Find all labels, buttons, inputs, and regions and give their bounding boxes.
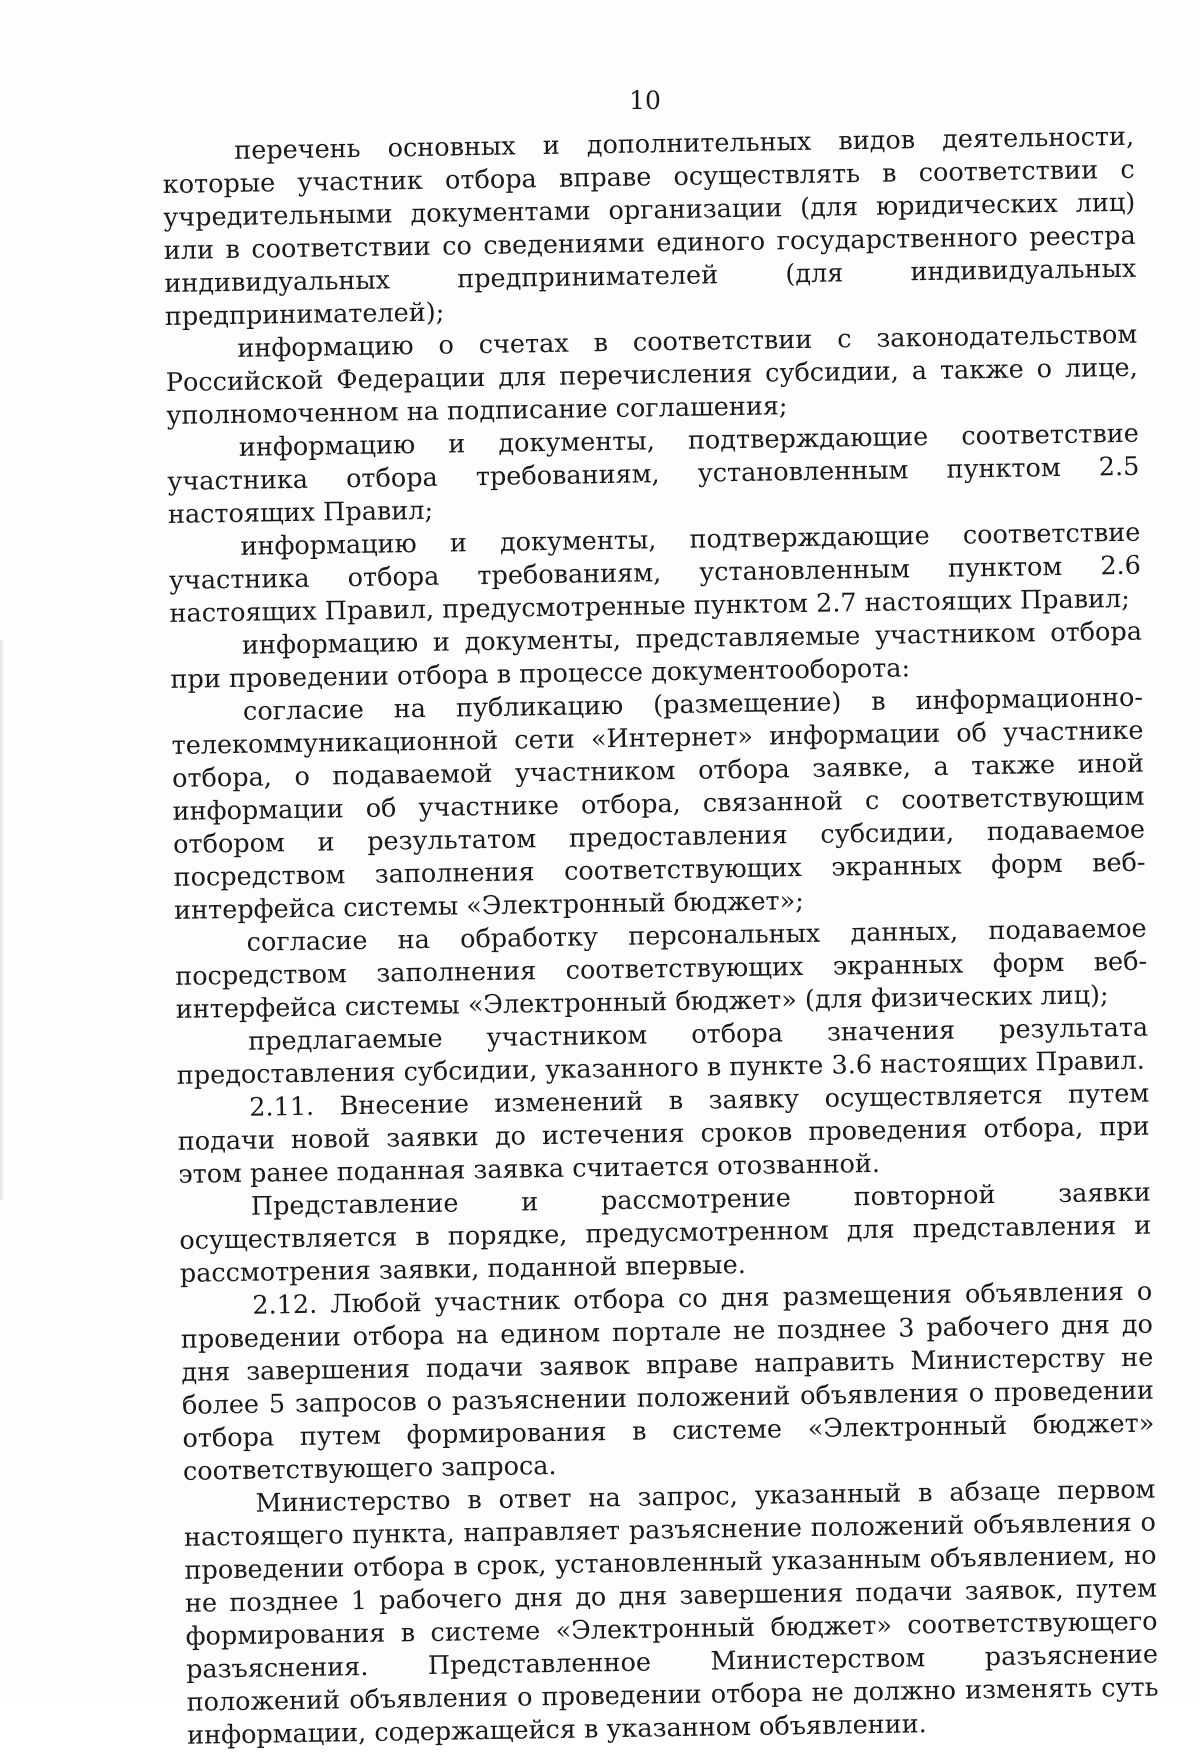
paragraph-requirements-2-6: информацию и документы, подтверждающие соответствие участника отбора требованиям, установленным пунктом 2.6 настоящих Правил, предусмотренные пунктом 2.7 настоящих Правил; xyxy=(168,517,1142,629)
document-body xyxy=(162,121,1159,1753)
paragraph-requirements-2-5: информацию и документы, подтверждающие соответствие участника отбора требованиям, установленным пунктом 2.5 настоящих Правил; xyxy=(167,418,1140,530)
page-number: 10 xyxy=(629,86,661,115)
paragraph-result-values: предлагаемые участником отбора значения результата предоставления субсидии, указанного в пункте 3.6 настоящих Правил. xyxy=(176,1012,1149,1091)
paragraph-2-11: 2.11. Внесение изменений в заявку осуществляется путем подачи новой заявки до истечения сроков проведения отбора, при этом ранее поданная заявка считается отозванной. xyxy=(177,1078,1150,1190)
paragraph-account-info: информацию о счетах в соответствии с законодательством Российской Федерации для перечисления субсидии, а также о лице, уполномоченном на подписание соглашения; xyxy=(165,319,1138,431)
paragraph-2-12: 2.12. Любой участник отбора со дня размещения объявления о проведении отбора на едином портале не позднее 3 рабочего дня до дня завершения подачи заявок вправе направить Министерству не более 5 запросов о разъяснении положений объявления о проведении отбора путем формирования в системе «Электронный бюджет» соответствующего запроса. xyxy=(180,1276,1155,1487)
scan-edge-shadow xyxy=(0,640,4,1200)
paragraph-ministry-response: Министерство в ответ на запрос, указанный в абзаце первом настоящего пункта, направляет разъяснение положений объявления о проведении отбора в срок, установленный указанным объявлением, но не позднее 1 рабочего дня до дня завершения подачи заявок, путем формирования в системе «Электронный бюджет» соответствующего разъяснения. Представленное Министерством разъяснение положений объявления о проведении отбора не должно изменять суть информации, содержащейся в указанном объявлении. xyxy=(183,1474,1159,1751)
paragraph-repeat-application: Представление и рассмотрение повторной заявки осуществляется в порядке, предусмотренном для представления и рассмотрения заявки, поданной впервые. xyxy=(179,1177,1152,1289)
paragraph-activities-list: перечень основных и дополнительных видов деятельности, которые участник отбора вправе осуществлять в соответствии с учредительными документами организации (для юридических лиц) или в соответствии со сведениями единого государственного реестра индивидуальных предпринимателей (для индивидуальных предпринимателей); xyxy=(162,121,1137,332)
paragraph-publication-consent: согласие на публикацию (размещение) в информационно-телекоммуникационной сети «Интернет» информации об участнике отбора, о подаваемой участником отбора заявке, а также иной информации об участнике отбора, связанной с соответствующим отбором и результатом предоставления субсидии, подаваемое посредством заполнения соответствующих экранных форм веб-интерфейса системы «Электронный бюджет»; xyxy=(171,682,1146,926)
paragraph-documents-workflow: информацию и документы, представляемые участником отбора при проведении отбора в процессе документооборота: xyxy=(170,616,1143,695)
paragraph-personal-data-consent: согласие на обработку персональных данных, подаваемое посредством заполнения соответствующих экранных форм веб-интерфейса системы «Электронный бюджет» (для физических лиц); xyxy=(174,913,1148,1025)
